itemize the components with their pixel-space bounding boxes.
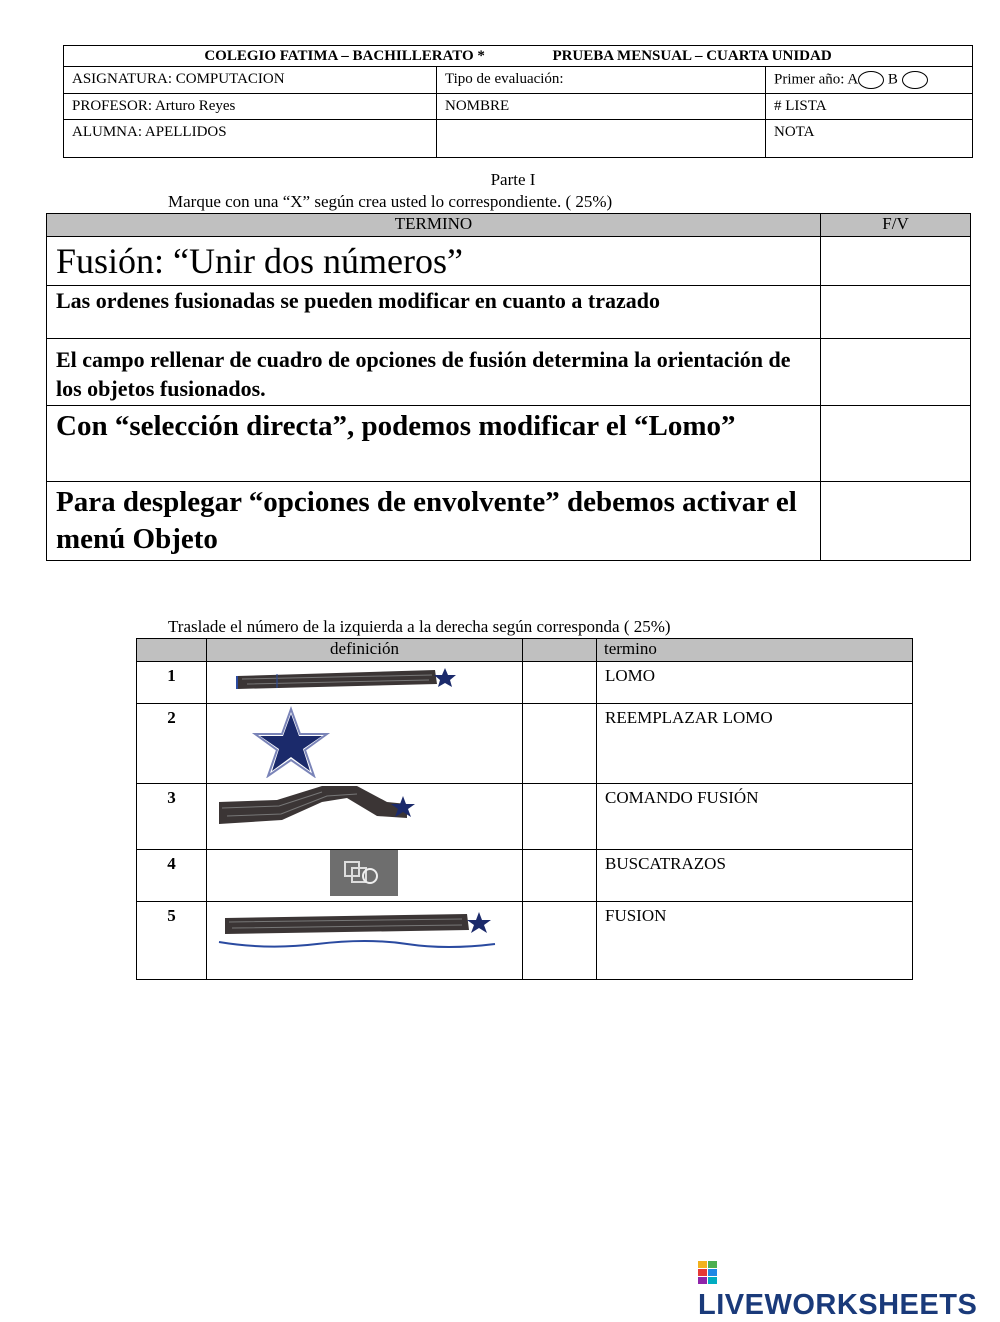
parte1-instruction: Marque con una “X” según crea usted lo correspondiente. ( 25%) [168,192,613,211]
logo-text: LIVEWORKSHEETS [698,1289,978,1321]
profesor-cell: PROFESOR: Arturo Reyes [64,94,437,120]
answer-box-1[interactable] [821,237,971,286]
alumna-cell: ALUMNA: APELLIDOS [64,120,437,158]
question-5: Para desplegar “opciones de envolvente” debemos activar el menú Objeto [47,482,821,561]
apellidos-cell[interactable] [437,120,766,158]
question-3: El campo rellenar de cuadro de opciones de fusión determina la orientación de los objetos fusionados. [47,339,821,406]
asignatura-cell: ASIGNATURA: COMPUTACION [64,67,437,94]
tipo-evaluacion-cell: Tipo de evaluación: [437,67,766,94]
answer-slot-4[interactable] [523,850,597,902]
row-number: 4 [137,850,207,902]
answer-slot-5[interactable] [523,902,597,980]
question-1: Fusión: “Unir dos números” [47,237,821,286]
pathfinder-icon [207,850,522,896]
matching-table [136,638,913,980]
parte-title: Parte I [490,170,536,189]
option-b-label: B [887,71,898,88]
exam-name: PRUEBA MENSUAL – CUARTA UNIDAD [552,47,832,64]
header-table [63,45,973,158]
definition-image-2 [207,704,523,784]
definition-image-4 [207,850,523,902]
star-icon [207,704,522,778]
row-number: 2 [137,704,207,784]
stroke-with-star-icon [207,662,522,698]
term-2: REEMPLAZAR LOMO [597,704,913,784]
primer-anio-label: Primer año: A [774,71,859,88]
row-number: 5 [137,902,207,980]
bent-stroke-with-star-icon [207,784,522,844]
answer-box-5[interactable] [821,482,971,561]
row-number: 1 [137,662,207,704]
school-name: COLEGIO FATIMA – BACHILLERATO * [204,47,485,64]
answer-box-3[interactable] [821,339,971,406]
option-b-oval[interactable] [902,71,928,89]
definition-image-5 [207,902,523,980]
col-number [137,639,207,662]
true-false-table [46,213,971,561]
question-2: Las ordenes fusionadas se pueden modificar en cuanto a trazado [47,286,821,339]
liveworksheets-logo [698,1256,1000,1322]
header-title [64,46,973,67]
col-fv: F/V [821,214,971,237]
answer-slot-3[interactable] [523,784,597,850]
term-3: COMANDO FUSIÓN [597,784,913,850]
row-number: 3 [137,784,207,850]
answer-box-4[interactable] [821,406,971,482]
stroke-along-path-icon [207,902,522,974]
question-4: Con “selección directa”, podemos modificar el “Lomo” [47,406,821,482]
nombre-cell[interactable]: NOMBRE [437,94,766,120]
logo-blocks-icon [698,1261,718,1285]
option-a-oval[interactable] [858,71,884,89]
parte2-instruction: Traslade el número de la izquierda a la derecha según corresponda ( 25%) [168,617,671,636]
col-termino-2: termino [597,639,913,662]
col-termino: TERMINO [47,214,821,237]
answer-slot-1[interactable] [523,662,597,704]
col-definicion: definición [207,639,523,662]
answer-box-2[interactable] [821,286,971,339]
lista-cell[interactable]: # LISTA [766,94,973,120]
nota-cell: NOTA [766,120,973,158]
term-5: FUSION [597,902,913,980]
definition-image-3 [207,784,523,850]
answer-slot-2[interactable] [523,704,597,784]
term-1: LOMO [597,662,913,704]
primer-anio-cell [766,67,973,94]
term-4: BUSCATRAZOS [597,850,913,902]
definition-image-1 [207,662,523,704]
col-answer [523,639,597,662]
